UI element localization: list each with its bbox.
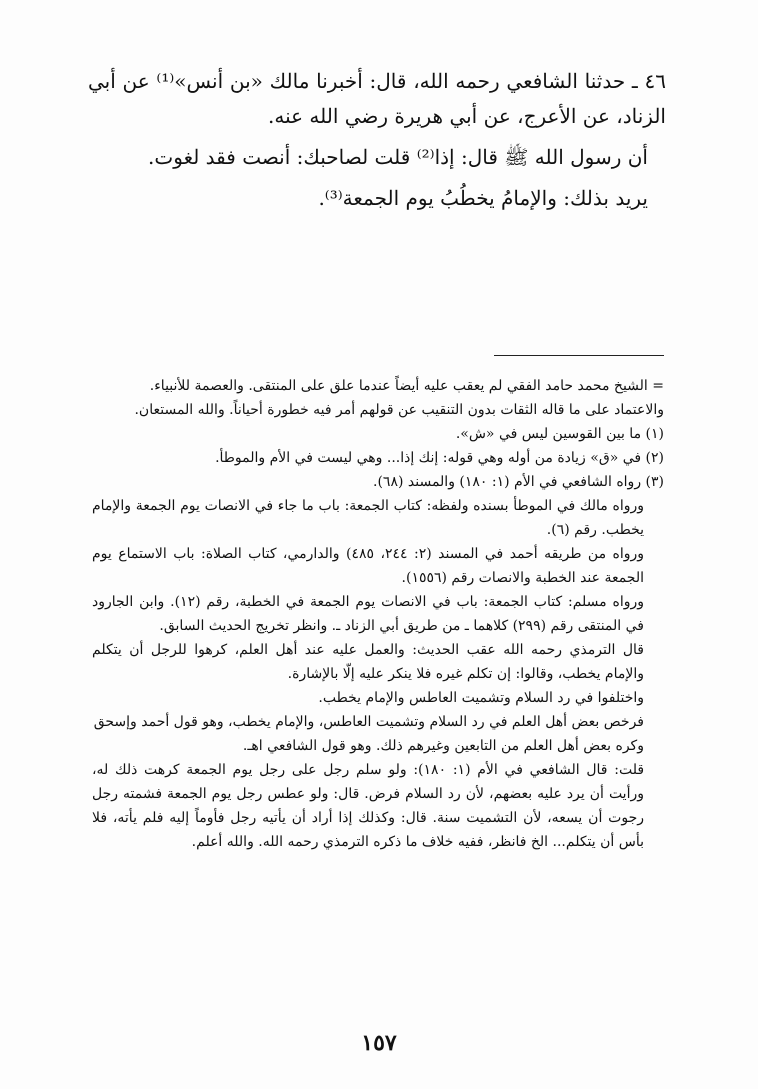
hadith-isnad: ٤٦ ـ حدثنا الشافعي رحمه الله، قال: أخبرنا مالك «بن أنس»⁽¹⁾ عن أبي الزناد، عن الأعرج، عن أبي هريرة رضي الله عنه. [88,69,666,128]
footnote-3-rukhsa: فرخص بعض أهل العلم في رد السلام وتشميت العاطس، والإمام يخطب، وهو قول أحمد وإسحق [93,714,644,730]
footnotes [92,374,664,854]
footnote-3-ikhtilaf: واختلفوا في رد السلام وتشميت العاطس والإمام يخطب. [318,690,644,706]
footnote-separator [494,355,664,356]
footnote-line: والاعتماد على ما قاله الثقات بدون التنقيب عن قولهم أمر فيه خطورة أحياناً. والله المستعان. [134,402,664,418]
footnote-line: = الشيخ محمد حامد الفقي لم يعقب عليه أيضاً عندما علق على المنتقى. والعصمة للأنبياء. [149,378,664,394]
footnote-3-malik: ورواه مالك في الموطأ بسنده ولفظه: كتاب الجمعة: باب ما جاء في الانصات يوم الجمعة والإمام يخطب. رقم (٦). [92,498,644,538]
hadith-explanation: يريد بذلك: والإمامُ يخطُبُ يوم الجمعة⁽³⁾. [318,186,648,210]
footnote-3-tirmidhi: قال الترمذي رحمه الله عقب الحديث: والعمل عليه عند أهل العلم، كرهوا للرجل أن يتكلم والإمام يخطب، وقالوا: إن تكلم غيره فلا ينكر عليه إلّا بالإشارة. [92,642,644,682]
footnote-3-karaha: وكره بعض أهل العلم من التابعين وغيرهم ذلك. وهو قول الشافعي اهـ. [242,738,644,754]
footnote-1: (١) ما بين القوسين ليس في «ش». [455,426,664,442]
footnote-2: (٢) في «ق» زيادة من أوله وهي قوله: إنك إذا... وهي ليست في الأم والموطأ. [215,450,664,466]
main-text [88,64,666,216]
footnote-3-qultu: قلت: قال الشافعي في الأم (١: ١٨٠): ولو سلم رجل على رجل يوم الجمعة كرهت ذلك له، ورأيت أن يرد عليه بعضهم، لأن رد السلام فرض. قال: ولو عطس رجل يوم الجمعة فشمته رجل رجوت أن يسعه، لأن التشميت سنة. قال: وكذلك إذا أراد أن يأتيه رجل فأوماً إليه فلم يأته، فلا بأس أن يتكلم... الخ فانظر، ففيه خلاف ما ذكره الترمذي رحمه الله. والله أعلم. [92,762,645,850]
page-number: ١٥٧ [361,1030,397,1056]
footnote-3-ahmad: ورواه من طريقه أحمد في المسند (٢: ٢٤٤، ٤٨٥) والدارمي، كتاب الصلاة: باب الاستماع يوم الجمعة عند الخطبة والانصات رقم (١٥٥٦). [92,546,645,586]
footnote-3: (٣) رواه الشافعي في الأم (١: ١٨٠) والمسند (٦٨). [373,474,664,490]
footnote-3-muslim: ورواه مسلم: كتاب الجمعة: باب في الانصات يوم الجمعة في الخطبة، رقم (١٢). وابن الجارود في المنتقى رقم (٢٩٩) كلاهما ـ من طريق أبي الزناد ـ. وانظر تخريج الحديث السابق. [92,594,645,634]
hadith-matn: أن رسول الله ﷺ قال: إذا⁽²⁾ قلت لصاحبك: أنصت فقد لغوت. [148,145,648,169]
